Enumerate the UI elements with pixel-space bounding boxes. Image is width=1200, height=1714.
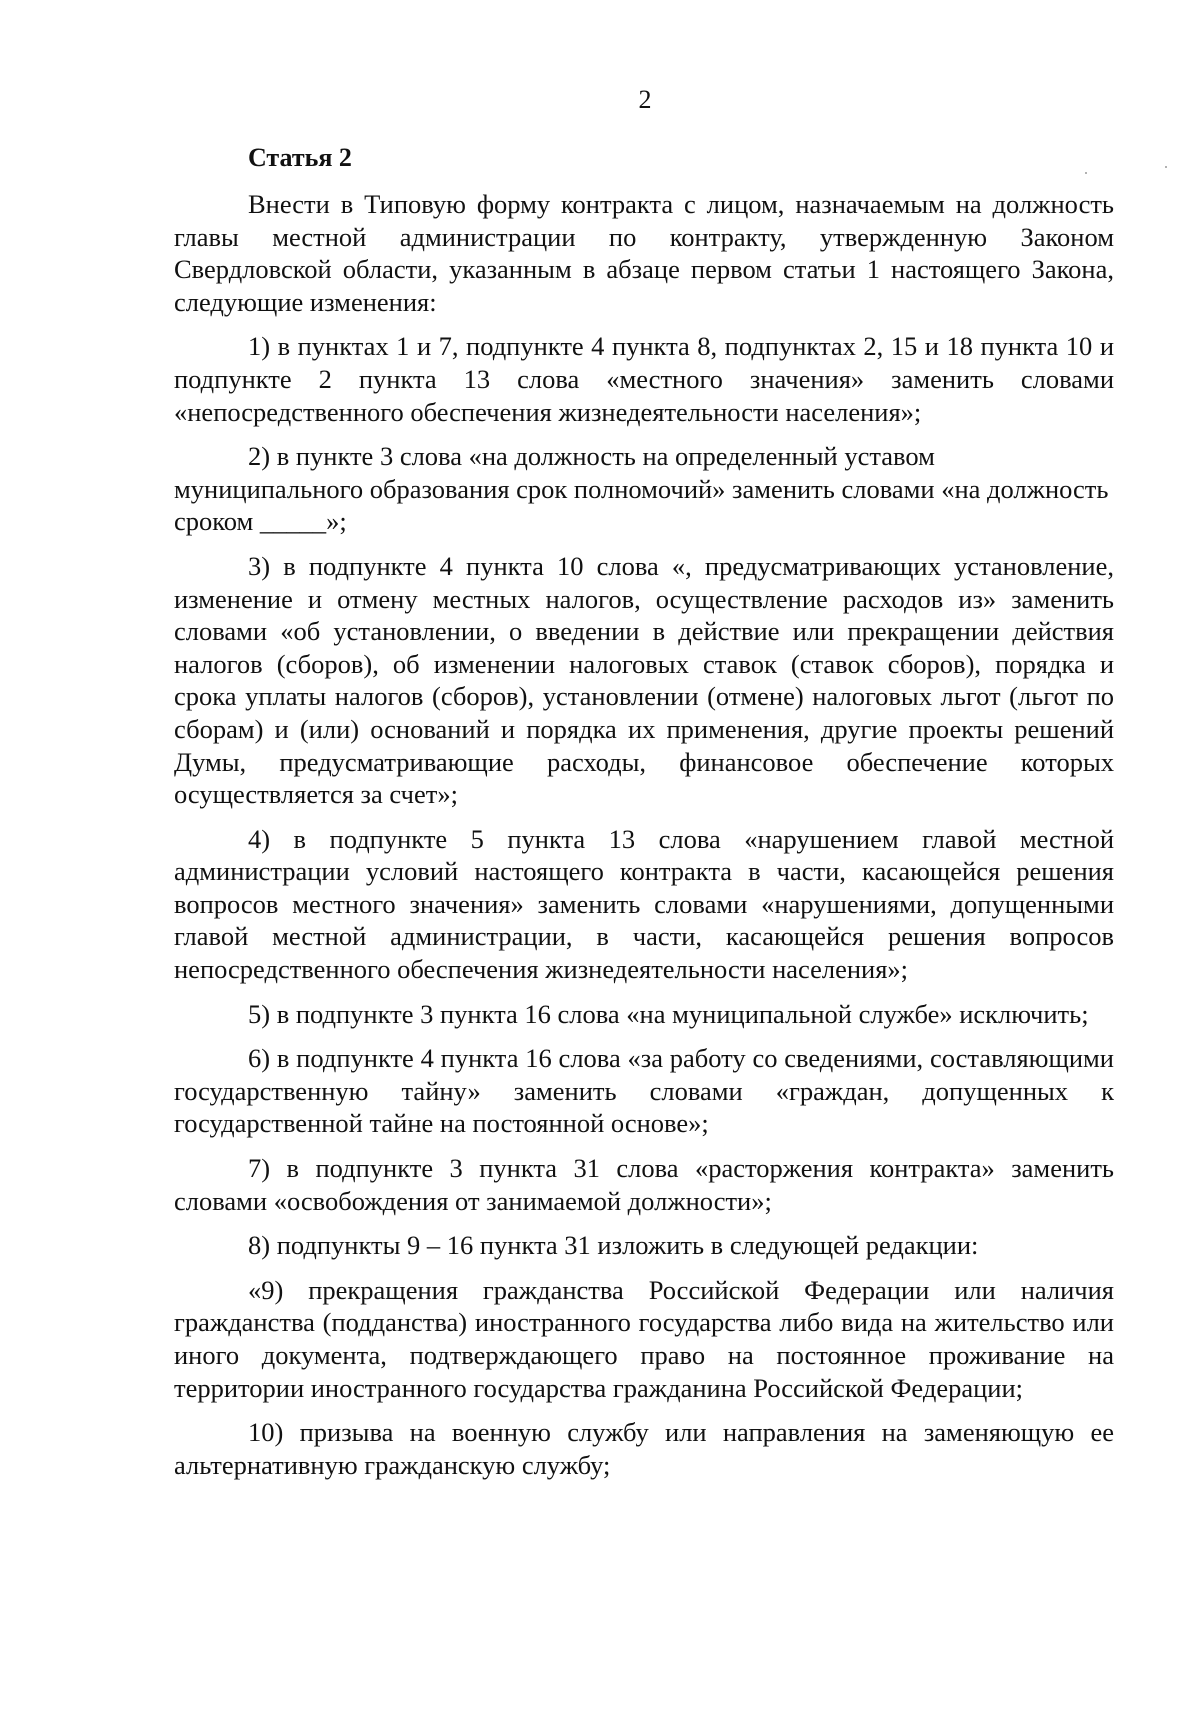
scan-speck — [1085, 172, 1087, 174]
paragraph-subitem-10: 10) призыва на военную службу или направления на заменяющую ее альтернативную гражданскую службу; — [174, 1417, 1114, 1480]
paragraph-item-2: 2) в пункте 3 слова «на должность на определенный уставом муниципального образования срок полномочий» заменить словами «на должность сроком _____»; — [174, 441, 1109, 537]
paragraph-item-1: 1) в пунктах 1 и 7, подпункте 4 пункта 8, подпунктах 2, 15 и 18 пункта 10 и подпункте 2 пункта 13 слова «местного значения» заменить словами «непосредственного обеспечения жизнедеятельности населения»; — [174, 331, 1114, 427]
paragraph-item-8: 8) подпункты 9 – 16 пункта 31 изложить в следующей редакции: — [248, 1230, 979, 1261]
scan-speck — [1165, 166, 1167, 168]
paragraph-item-7: 7) в подпункте 3 пункта 31 слова «расторжения контракта» заменить словами «освобождения от занимаемой должности»; — [174, 1153, 1114, 1216]
page-number: 2 — [638, 85, 652, 114]
paragraph-subitem-9: «9) прекращения гражданства Российской Федерации или наличия гражданства (подданства) иностранного государства либо вида на жительство или иного документа, подтверждающего право на постоянное проживание на территории иностранного государства гражданина Российской Федерации; — [174, 1274, 1114, 1403]
paragraph-item-3: 3) в подпункте 4 пункта 10 слова «, предусматривающих установление, изменение и отмену местных налогов, осуществление расходов из» заменить словами «об установлении, о введении в действие или прекращении действия налогов (сборов), об изменении налоговых ставок (ставок сборов), порядка и срока уплаты налогов (сборов), установлении (отмене) налоговых льгот (льгот по сборам) и (или) оснований и порядка их применения, другие проекты решений Думы, предусматривающие расходы, финансовое обеспечение которых осуществляется за счет»; — [174, 550, 1114, 810]
paragraph-item-6: 6) в подпункте 4 пункта 16 слова «за работу со сведениями, составляющими государственную тайну» заменить словами «граждан, допущенных к государственной тайне на постоянной основе»; — [174, 1043, 1114, 1139]
paragraph-intro: Внести в Типовую форму контракта с лицом, назначаемым на должность главы местной администрации по контракту, утвержденную Законом Свердловской области, указанным в абзаце первом статьи 1 настоящего Закона, следующие изменения: — [174, 189, 1114, 317]
paragraph-item-5: 5) в подпункте 3 пункта 16 слова «на муниципальной службе» исключить; — [248, 998, 1089, 1029]
paragraph-item-4: 4) в подпункте 5 пункта 13 слова «нарушением главой местной администрации условий настоящего контракта в части, касающейся решения вопросов местного значения» заменить словами «нарушениями, допущенными главой местной администрации, в части, касающейся решения вопросов непосредственного обеспечения жизнедеятельности населения»; — [174, 823, 1114, 985]
document-body — [174, 188, 1114, 1493]
article-heading: Статья 2 — [248, 143, 352, 172]
